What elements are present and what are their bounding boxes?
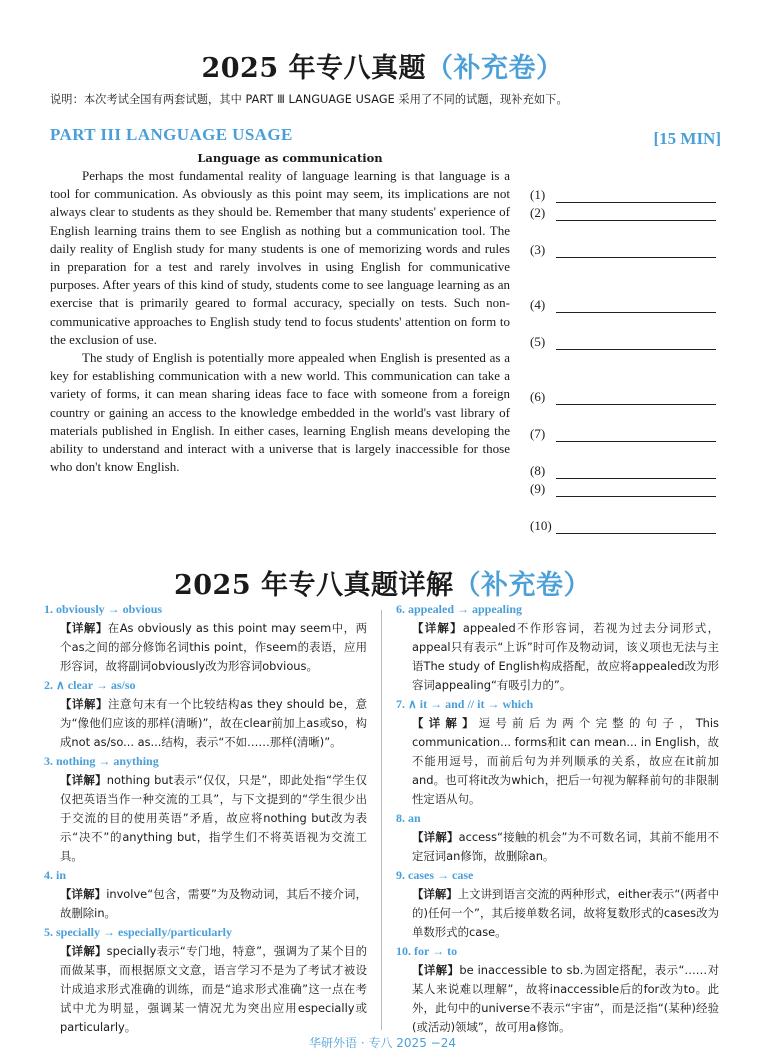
- blank-10[interactable]: (10): [530, 518, 716, 534]
- blank-7[interactable]: (7): [530, 426, 716, 442]
- answer-item-5: 5. specially → especially/particularly 【详解】specially表示“专门地，特意”，强调为了某个目的而做某事，而根据原文文意，语言学习不是为了考试才被设计成追求形式准确的训练，而是“追求形式准确”这一点在考试中尤为明显，强调某一情况尤为突出应用especially或particularly。: [44, 925, 367, 1034]
- answer-item-2: 2. ∧ clear → as/so 【详解】注意句末有一个比较结构as they should be，意为“像他们应该的那样(清晰)”，故在clear前加上as或so，构成not as/so... as...结构，表示“不如……那样(清晰)”。: [44, 678, 367, 749]
- blank-4[interactable]: (4): [530, 297, 716, 313]
- time-limit: [15 MIN]: [653, 129, 721, 148]
- page-title: 2025 年专八真题（补充卷）: [201, 53, 564, 84]
- passage-title: Language as communication: [197, 151, 383, 165]
- answer-item-3: 3. nothing → anything 【详解】nothing but表示“仅仅，只是”，即此处指“学生仅仅把英语当作一种交流的工具”，与下文提到的“学生很少出于交流的目的使用英语”矛盾，故应将nothing but改为表示“决不”的anything but，指学生们不将英语视为交流工具。: [44, 754, 367, 863]
- answers-column-right: [396, 600, 719, 1037]
- column-divider: [381, 610, 382, 1030]
- blank-6[interactable]: (6): [530, 389, 716, 405]
- blank-2[interactable]: (2): [530, 205, 716, 221]
- answer-blanks: [530, 0, 730, 560]
- blank-1[interactable]: (1): [530, 187, 716, 203]
- answers-column-left: [44, 600, 367, 1037]
- page-footer: 华研外语 · 专八 2025 −24: [309, 1036, 456, 1050]
- part-heading: PART III LANGUAGE USAGE: [50, 125, 293, 144]
- blank-5[interactable]: (5): [530, 334, 716, 350]
- answer-item-4: 4. in 【详解】involve“包含，需要”为及物动词，其后不接介词，故删除in。: [44, 868, 367, 920]
- answer-item-6: 6. appealed → appealing 【详解】appealed不作形容词，若视为过去分词形式，appeal只有表示“上诉”时可作及物动词，该义项也无法与主语The study of English构成搭配，故应将appealed改为形容词appealing“有吸引力的”。: [396, 602, 719, 692]
- blank-8[interactable]: (8): [530, 463, 716, 479]
- answer-item-10: 10. for → to 【详解】be inaccessible to sb.为固定搭配，表示“……对某人来说难以理解”，故将inaccessible后的for改为to。此外，此句中的universe不表示“宇宙”，而是泛指“(某种)经验(或活动)领域”，故可用a修饰。: [396, 944, 719, 1034]
- exam-note: 说明：本次考试全国有两套试题，其中 PART Ⅲ LANGUAGE USAGE 采用了不同的试题，现补充如下。: [50, 93, 568, 106]
- blank-9[interactable]: (9): [530, 481, 716, 497]
- answer-item-8: 8. an 【详解】access“接触的机会”为不可数名词，其前不能用不定冠词an修饰，故删除an。: [396, 811, 719, 863]
- answer-item-1: 1. obviously → obvious 【详解】在As obviously as this point may seem中，两个as之间的部分修饰名词this point，作seem的表语，应用形容词，故将副词obviously改为形容词obvious。: [44, 602, 367, 673]
- answers-title: 2025 年专八真题详解（补充卷）: [173, 570, 592, 601]
- passage-paragraph-2: The study of English is potentially more appealed when English is presented as a key for establishing communication with a new world. This communication can take a variety of forms, it can mean sharing ideas face to face with someone from a foreign country or gaining an access to the knowledge embedded in the world's vast library of materials published in English. In either cases, learning English means developing the ability to understand and interact with a universe that is largely inaccessible for those who don't know English.: [50, 350, 510, 475]
- answer-item-9: 9. cases → case 【详解】上文讲到语言交流的两种形式，either表示“(两者中的)任何一个”，其后接单数名词，故将复数形式的cases改为单数形式的case。: [396, 868, 719, 939]
- answer-item-7: 7. ∧ it → and // it → which 【详解】逗号前后为两个完整的句子，This communication... forms和it can mean... in English，故不能用逗号，而前后句为并列顺承的关系，故应在it前加and。也可将it改为which，把后一句视为解释前句的非限制性定语从句。: [396, 697, 719, 806]
- passage-paragraph-1: Perhaps the most fundamental reality of language learning is that language is a tool for communication. As obviously as this point may seem, its implications are not always clear to students as they should be. Remember that many students' experience of English learning trains them to see English as nothing but a communication tool. The daily reality of English study for many students is one of memorizing words and rules in preparation for a test and rarely involves in using English for communicative purposes. After years of this kind of study, students come to see language learning as an exercise that is primarily geared to formal accuracy, specially on tests. Such non-communicative approaches to English study tend to focus students' attention on form to the exclusion of use.: [50, 168, 510, 347]
- blank-3[interactable]: (3): [530, 242, 716, 258]
- passage: [50, 167, 510, 476]
